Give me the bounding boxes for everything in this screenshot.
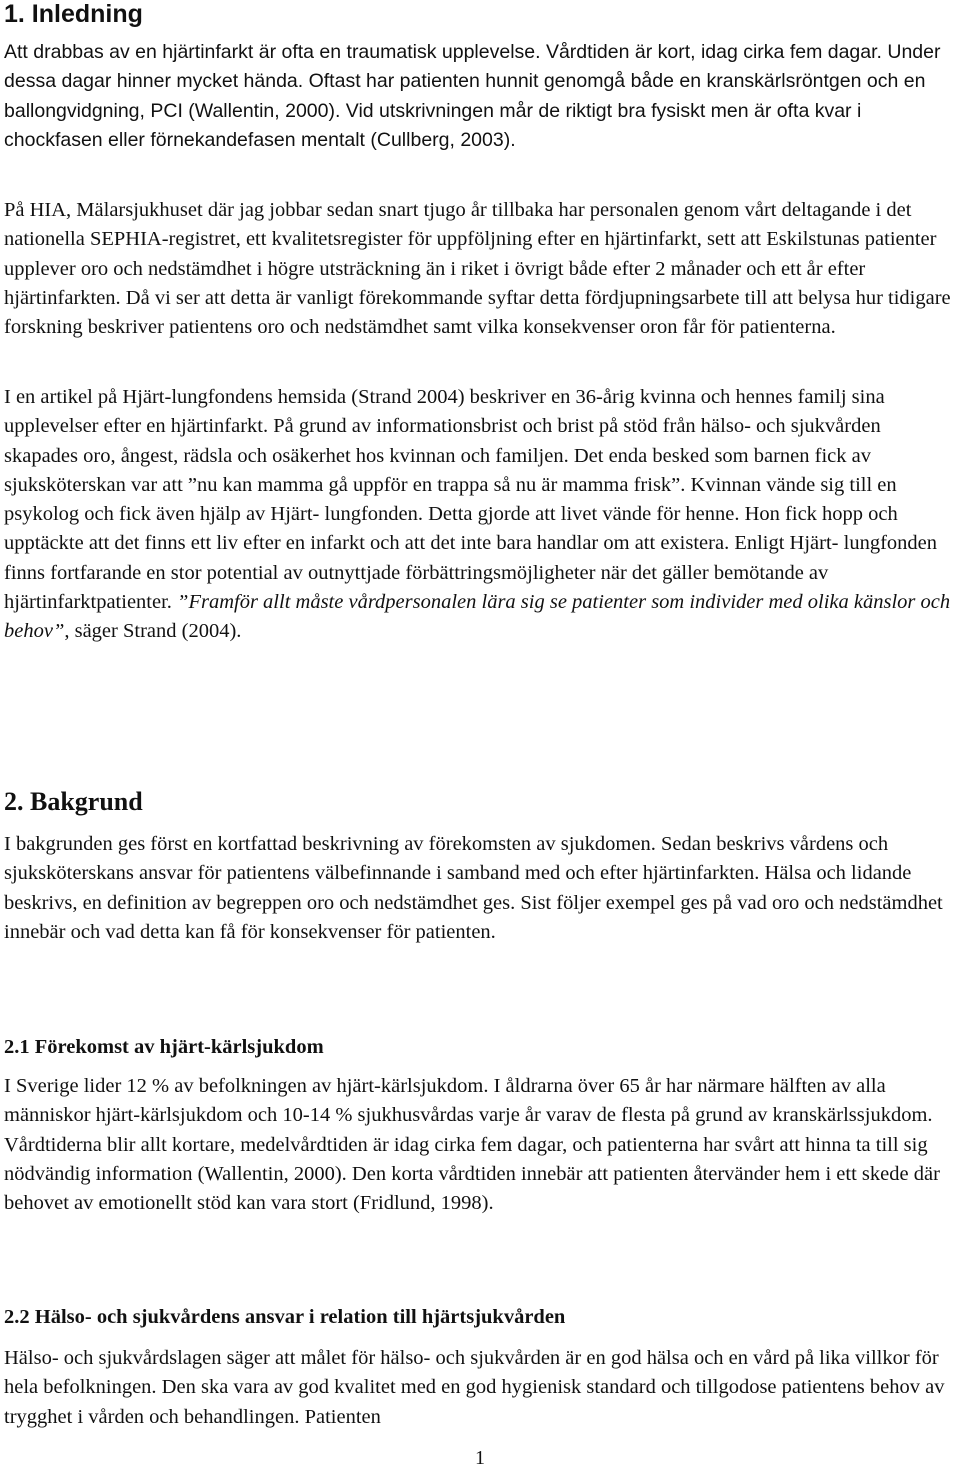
- section-1-paragraph-3: [4, 383, 956, 647]
- page-number: 1: [475, 1447, 485, 1469]
- section-1-heading: 1. Inledning: [4, 0, 143, 28]
- paragraph-3-attribution: , säger Strand (2004).: [64, 620, 242, 643]
- section-2-1-heading: 2.1 Förekomst av hjärt-kärlsjukdom: [4, 1036, 324, 1058]
- strand-quote: ”Framför allt måste vårdpersonalen lära sig se patienter som individer med olika känslor och behov”: [4, 591, 951, 643]
- section-1-paragraph-2: På HIA, Mälarsjukhuset där jag jobbar sedan snart tjugo år tillbaka har personalen genom vårt deltagande i det nationella SEPHIA-registret, ett kvalitetsregister för uppföljning efter en hjärtinfarkt, sett att Eskilstunas patienter upplever oro och nedstämdhet i högre utsträckning än i riket i övrigt både efter 2 månader och ett år efter hjärtinfarkten. Då vi ser att detta är vanligt förekommande syftar detta fördjupningsarbete till att belysa hur tidigare forskning beskriver patientens oro och nedstämdhet samt vilka konsekvenser oron får för patienterna.: [4, 199, 951, 339]
- section-2-2-heading: 2.2 Hälso- och sjukvårdens ansvar i relation till hjärtsjukvården: [4, 1306, 566, 1328]
- section-2-paragraph-1: I bakgrunden ges först en kortfattad beskrivning av förekomsten av sjukdomen. Sedan beskrivs vårdens och sjuksköterskans ansvar för patientens välbefinnande i samband med och efter hjärtinfarkten. Hälsa och lidande beskrivs, en definition av begreppen oro och nedstämdhet ges. Sist följer exempel ges på vad oro och nedstämdhet innebär och vad detta kan få för konsekvenser för patienten.: [4, 833, 943, 943]
- section-1-paragraph-1: Att drabbas av en hjärtinfarkt är ofta en traumatisk upplevelse. Vårdtiden är kort, idag cirka fem dagar. Under dessa dagar hinner mycket hända. Oftast har patienten hunnit genomgå både en kranskärlsröntgen och en ballongvidgning, PCI (Wallentin, 2000). Vid utskrivningen mår de riktigt bra fysiskt men är ofta kvar i chockfasen eller förnekandefasen mentalt (Cullberg, 2003).: [4, 41, 941, 151]
- section-2-2-paragraph-1: Hälso- och sjukvårdslagen säger att målet för hälso- och sjukvården är en god hälsa och en vård på lika villkor för hela befolkningen. Den ska vara av god kvalitet med en god hygienisk standard och tillgodose patientens behov av trygghet i vården och behandlingen. Patienten: [4, 1347, 945, 1428]
- section-2-1-paragraph-1: I Sverige lider 12 % av befolkningen av hjärt-kärlsjukdom. I åldrarna över 65 år har närmare hälften av alla människor hjärt-kärlsjukdom och 10-14 % sjukhusvårdas varje år varav de flesta på grund av kranskärlssjukdom. Vårdtiderna blir allt kortare, medelvårdtiden är idag cirka fem dagar, och patienterna har svårt att hinna ta till sig nödvändig information (Wallentin, 2000). Den korta vårdtiden innebär att patienten återvänder hem i ett skede där behovet av emotionellt stöd kan vara stort (Fridlund, 1998).: [4, 1075, 940, 1215]
- section-2-heading: 2. Bakgrund: [4, 787, 143, 816]
- paragraph-3-text: I en artikel på Hjärt-lungfondens hemsida (Strand 2004) beskriver en 36-årig kvinna och hennes familj sina upplevelser efter en hjärtinfarkt. På grund av informationsbrist och brist på stöd från hälso- och sjukvården skapades oro, ångest, rädsla och osäkerhet hos kvinnan och familjen. Det enda besked som barnen fick av sjuksköterskan var att ”nu kan mamma gå uppför en trappa så nu är mamma frisk”. Kvinnan vände sig till en psykolog och fick även hjälp av Hjärt- lungfonden. Detta gjorde att livet vände för henne. Hon fick hopp och upptäckte att det finns ett liv efter en infarkt och att det inte bara handlar om att existera. Enligt Hjärt- lungfonden finns fortfarande en stor potential av outnyttjade förbättringsmöjligheter när det gäller bemötande av hjärtinfarktpatienter.: [4, 386, 937, 614]
